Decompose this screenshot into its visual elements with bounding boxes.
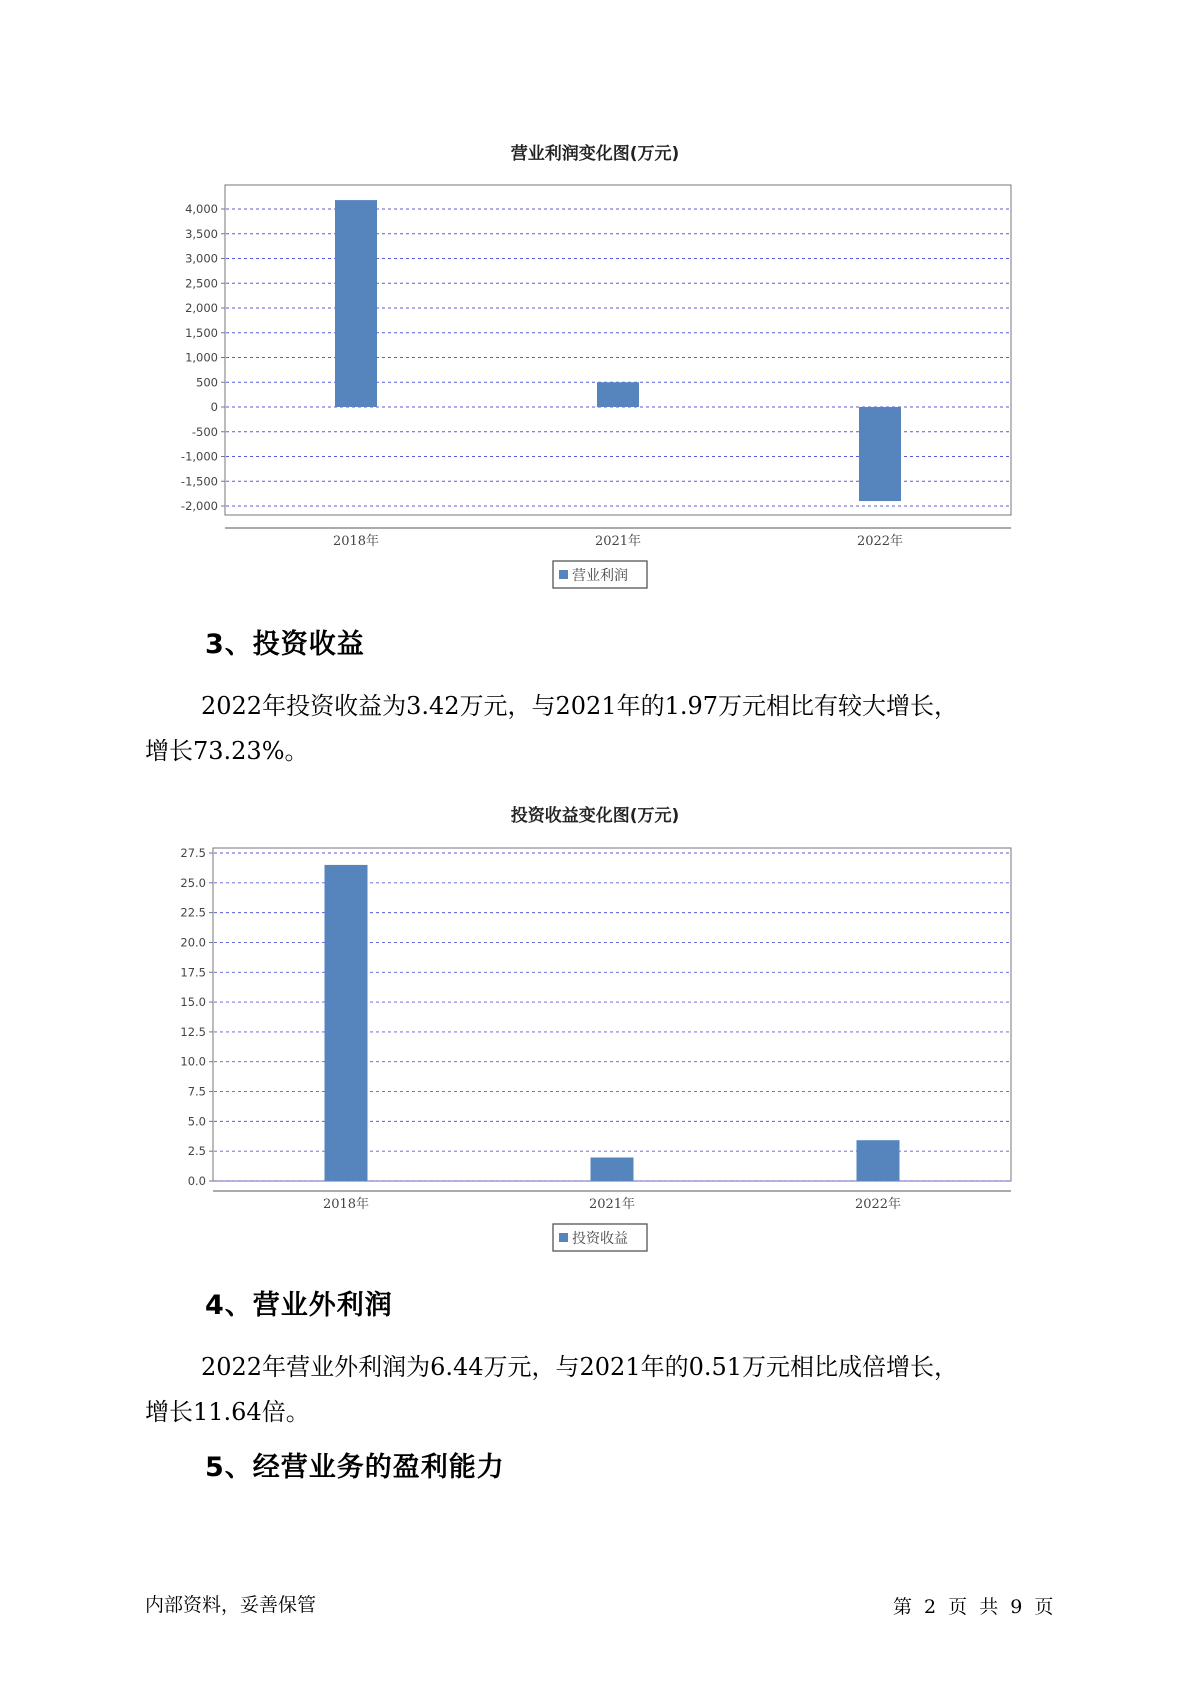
chart-legend: [553, 561, 647, 588]
y-tick-label: -2,000: [180, 499, 218, 513]
y-tick-label: 500: [196, 375, 218, 390]
footer-confidential-note: 内部资料，妥善保管: [145, 1594, 317, 1616]
investment-income-chart: [0, 792, 1191, 1262]
y-tick-label: 2,000: [185, 301, 218, 315]
bar: [859, 407, 901, 501]
y-tick-label: -1,000: [180, 449, 218, 464]
bar: [325, 865, 368, 1181]
y-tick-label: 12.5: [180, 1024, 206, 1039]
y-tick-label: 2.5: [187, 1144, 206, 1159]
footer-page-number: 第 2 页 共 9 页: [893, 1596, 1054, 1618]
section-4-line-2: 增长11.64倍。: [145, 1398, 310, 1426]
chart-title: 营业利润变化图(万元): [510, 144, 680, 164]
bar: [857, 1140, 900, 1181]
bar: [597, 382, 639, 407]
legend-label: 投资收益: [572, 1231, 628, 1247]
x-tick-label: 2022年: [856, 534, 904, 549]
x-tick-label: 2022年: [854, 1197, 902, 1212]
section-3-line-1: 2022年投资收益为3.42万元，与2021年的1.97万元相比有较大增长，: [201, 692, 959, 720]
y-tick-label: 4,000: [185, 202, 218, 216]
y-tick-label: 1,000: [185, 350, 218, 365]
section-3-line-2: 增长73.23%。: [145, 737, 309, 765]
section-5-heading: 5、经营业务的盈利能力: [205, 1452, 505, 1483]
x-tick-label: 2021年: [594, 534, 642, 549]
bar: [335, 200, 377, 407]
section-4-heading: 4、营业外利润: [205, 1290, 393, 1321]
bar: [591, 1158, 634, 1181]
y-tick-label: 10.0: [180, 1054, 206, 1069]
y-tick-label: 15.0: [180, 995, 206, 1010]
section-4-paragraph: [145, 1345, 1045, 1435]
y-tick-label: 5.0: [187, 1114, 206, 1129]
y-tick-label: -1,500: [180, 474, 218, 489]
chart-legend: [553, 1224, 647, 1251]
operating-profit-chart-svg: [0, 130, 1191, 600]
y-tick-label: -500: [191, 424, 218, 439]
y-tick-label: 1,500: [185, 325, 218, 340]
y-tick-label: 17.5: [180, 965, 206, 980]
x-tick-label: 2021年: [588, 1197, 636, 1212]
y-tick-label: 3,500: [185, 226, 218, 241]
section-4-line-1: 2022年营业外利润为6.44万元，与2021年的0.51万元相比成倍增长，: [201, 1353, 959, 1381]
x-tick-label: 2018年: [322, 1197, 370, 1212]
x-tick-label: 2018年: [332, 534, 380, 549]
y-tick-label: 27.5: [180, 846, 206, 860]
legend-swatch: [559, 1233, 568, 1242]
y-tick-label: 0: [210, 400, 218, 414]
y-tick-label: 20.0: [180, 935, 206, 950]
y-tick-label: 0.0: [187, 1174, 206, 1188]
section-3-heading: 3、投资收益: [205, 629, 365, 660]
investment-income-chart-svg: [0, 792, 1191, 1262]
section-3-paragraph: [145, 684, 1045, 774]
chart-title: 投资收益变化图(万元): [510, 806, 680, 826]
operating-profit-chart: [0, 130, 1191, 600]
y-tick-label: 25.0: [180, 875, 206, 890]
y-tick-label: 7.5: [187, 1084, 206, 1099]
legend-swatch: [559, 570, 568, 579]
legend-label: 营业利润: [572, 568, 628, 584]
y-tick-label: 22.5: [180, 905, 206, 920]
y-tick-label: 2,500: [185, 276, 218, 291]
y-tick-label: 3,000: [185, 251, 218, 266]
